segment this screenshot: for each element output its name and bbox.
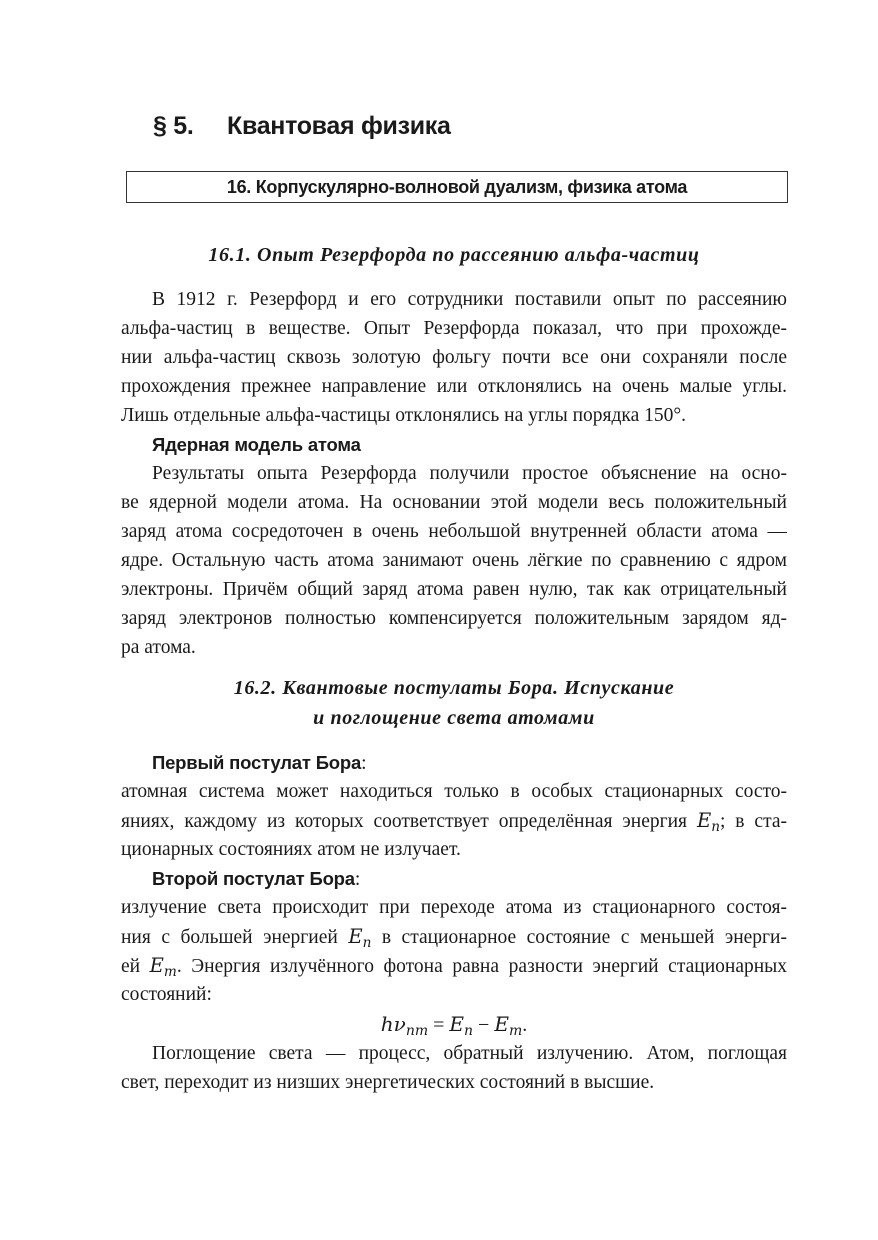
chapter-heading [153, 112, 451, 141]
text-line-with-math [121, 922, 787, 951]
math-h-nu [380, 1012, 429, 1039]
math-subscript: m [508, 1023, 523, 1039]
text: яниях, каждому из которых соответствует определённая энергия [121, 811, 697, 832]
text-line: Результаты опыта Резерфорда получили простое объяснение на осно- [152, 463, 787, 484]
text-line: альфа-частиц в веществе. Опыт Резерфорда показал, что при прохожде- [121, 318, 787, 339]
text-line: ядре. Остальную часть атома занимают очень лёгкие по сравнению с ядром [121, 550, 787, 571]
text-line: прохождения прежнее направление или отклонялись на очень малые углы. [121, 376, 787, 397]
chapter-number: § 5. [153, 112, 194, 140]
text-line: излучение света происходит при переходе атома из стационарного состоя- [121, 897, 787, 918]
postulate-2-label: Второй постулат Бора [152, 868, 355, 889]
colon: : [361, 753, 367, 774]
math-symbol: E [696, 809, 712, 832]
chapter-title: Квантовая физика [227, 112, 451, 140]
section-16-2-title-line-2: и поглощение света атомами [313, 707, 595, 729]
text-line-with-math [121, 951, 787, 980]
text-line: состояний: [121, 984, 212, 1005]
section-16-1-title: 16.1. Опыт Резерфорда по рассеянию альфа-частиц [208, 244, 700, 266]
text-line: В 1912 г. Резерфорд и его сотрудники поставили опыт по рассеянию [152, 289, 787, 310]
text-line: ционарных состояниях атом не излучает. [121, 839, 461, 860]
math-energy-en [696, 809, 720, 835]
text-line: заряд электронов полностью компенсируется положительным зарядом яд- [121, 608, 787, 629]
math-em [494, 1012, 523, 1039]
text: . Энергия излучённого фотона равна разности энергий стационарных [176, 956, 787, 977]
text: ния с большей энергией [121, 927, 349, 948]
math-symbol: E [348, 925, 363, 948]
math-subscript: n [464, 1023, 474, 1039]
formula-photon-energy [121, 1010, 787, 1040]
text-line: ве ядерной модели атома. На основании этой модели весь положительный [121, 492, 787, 513]
text-line: свет, переходит из низших энергетических состояний в высшие. [121, 1072, 655, 1093]
text-line: нии альфа-частиц сквозь золотую фольгу почти все они сохраняли после [121, 347, 787, 368]
text-line: Лишь отдельные альфа-частицы отклонялись на углы порядка 150°. [121, 405, 687, 426]
topic-title: 16. Корпускулярно-волновой дуализм, физика атома [226, 177, 688, 197]
math-subscript: n [711, 819, 720, 835]
text: ей [121, 956, 150, 977]
math-period: . [522, 1014, 528, 1036]
subheading-text: Ядерная модель атома [152, 434, 361, 455]
math-en [449, 1012, 474, 1039]
text: в стационарное состояние с меньшей энерги- [371, 927, 787, 948]
math-subscript: nm [405, 1023, 429, 1039]
topic-title-box [126, 171, 788, 203]
text-line: заряд атома сосредоточен в очень небольшой внутренней области атома — [121, 521, 787, 542]
text-line-with-math [121, 806, 787, 835]
section-16-2-title-line-1: 16.2. Квантовые постулаты Бора. Испускание [233, 677, 675, 699]
colon: : [354, 869, 361, 890]
text-line: атомная система может находиться только в особых стационарных состо- [121, 781, 787, 802]
paragraph-absorption [121, 1039, 787, 1097]
math-energy-em [149, 954, 177, 980]
math-symbol: hν [380, 1012, 406, 1036]
bohr-postulates [121, 748, 787, 1009]
math-symbol: E [449, 1012, 465, 1036]
postulate-2-heading [121, 864, 787, 893]
postulate-1-heading [121, 748, 787, 777]
subheading-nuclear-model [121, 430, 787, 459]
text-line: ра атома. [121, 637, 196, 658]
math-subscript: m [163, 964, 177, 980]
math-equals: = [428, 1014, 450, 1036]
postulate-1-label: Первый постулат Бора [152, 752, 362, 773]
math-symbol: E [494, 1012, 509, 1036]
math-energy-en [348, 925, 372, 951]
text: ; в ста- [719, 811, 787, 832]
math-subscript: n [362, 935, 372, 951]
text-line: электроны. Причём общий заряд атома равен нулю, так как отрицательный [121, 579, 787, 600]
text-line: Поглощение света — процесс, обратный излучению. Атом, поглощая [152, 1043, 787, 1064]
math-symbol: E [149, 954, 164, 977]
paragraph-rutherford-experiment [121, 285, 787, 459]
math-minus: − [473, 1014, 495, 1036]
paragraph-nuclear-model [121, 459, 787, 662]
